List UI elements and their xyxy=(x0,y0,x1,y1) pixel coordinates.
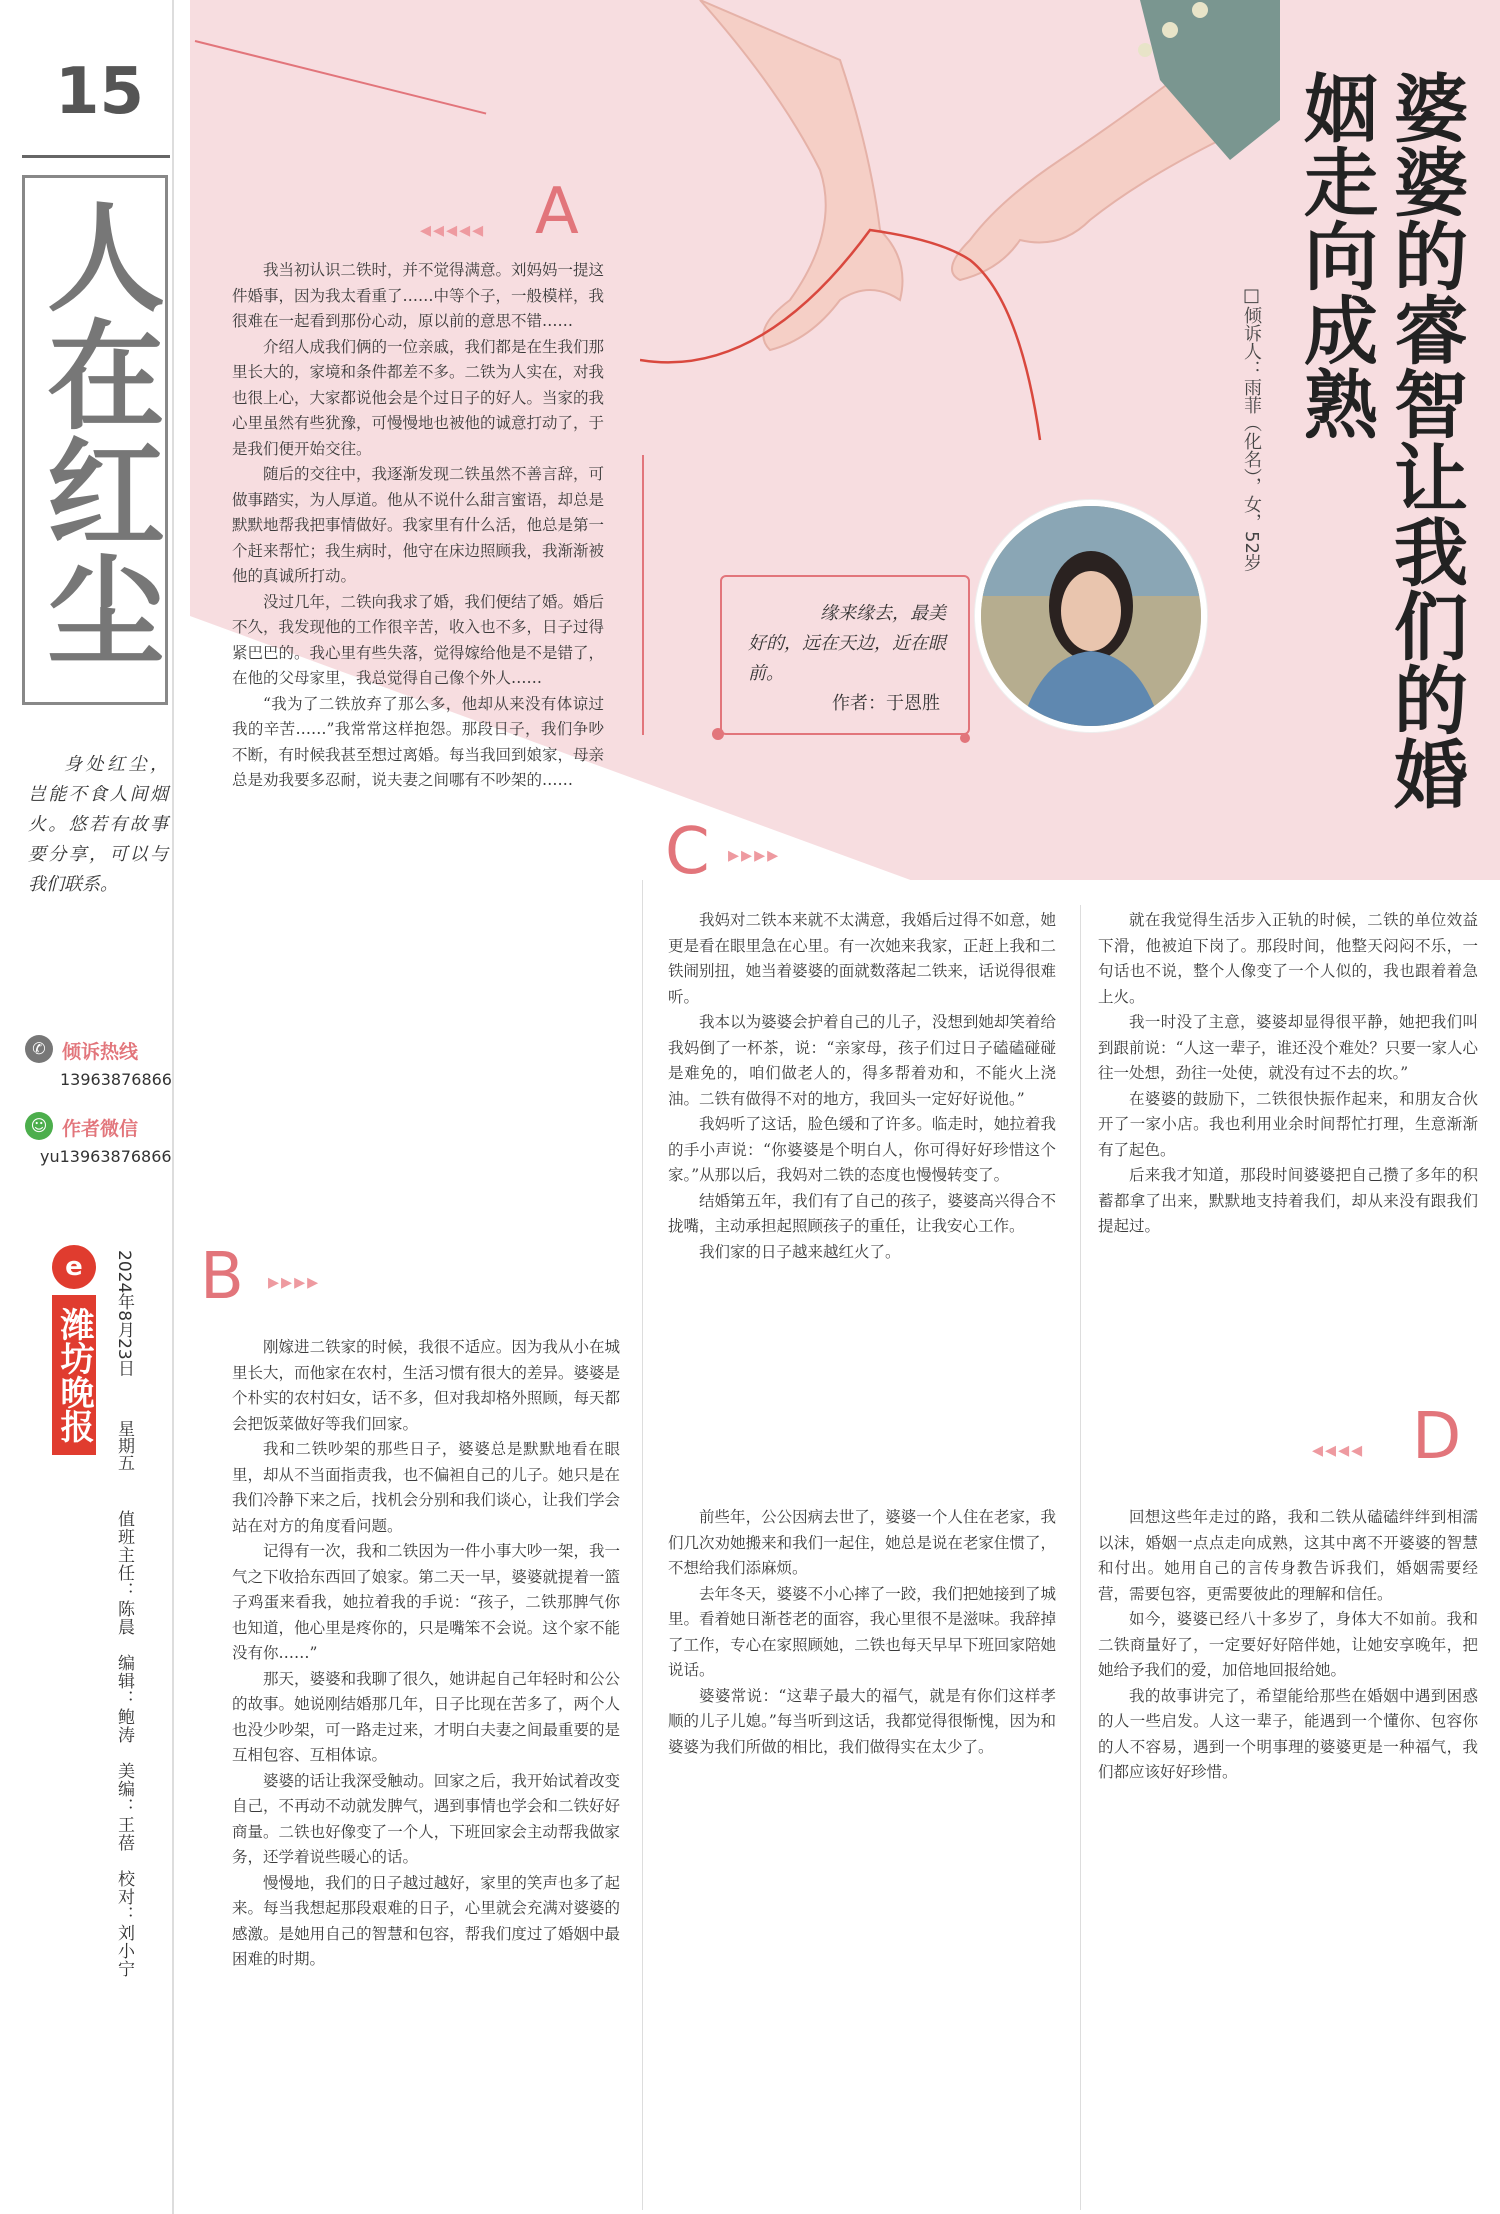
section-c-paragraph: 就在我觉得生活步入正轨的时候，二铁的单位效益下滑，他被迫下岗了。那段时间，他整天闷闷不乐，一句话也不说，整个人像变了一个人似的，我也跟着着急上火。 xyxy=(1098,911,1478,1006)
column-divider-red xyxy=(642,455,644,735)
paper-name: 潍坊晚报 xyxy=(52,1295,96,1455)
author-photo xyxy=(975,500,1207,732)
section-c-paragraph: 我妈听了这话，脸色缓和了许多。临走时，她拉着我的手小声说：“你婆婆是个明白人，你可得好好珍惜这个家。”从那以后，我妈对二铁的态度也慢慢转变了。 xyxy=(668,1115,1056,1184)
issue-weekday: 星期五 xyxy=(114,1420,134,1471)
section-title: 人在红尘 xyxy=(27,196,165,668)
wechat-icon: ☺ xyxy=(25,1112,53,1140)
top-rule xyxy=(22,155,170,158)
section-b-paragraph: 婆婆的话让我深受触动。回家之后，我开始试着改变自己，不再动不动就发脾气，遇到事情也学会和二铁好好商量。二铁也好像变了一个人，下班回家会主动帮我做家务，还学着说些暖心的话。 xyxy=(232,1771,620,1866)
issue-date: 2024年8月23日 xyxy=(114,1250,134,1377)
quote-dot-left xyxy=(712,728,724,740)
section-d-paragraph: 回想这些年走过的路，我和二铁从磕磕绊绊到相濡以沫，婚姻一点点走向成熟，这其中离不开婆婆的智慧和付出。她用自己的言传身教告诉我们，婚姻需要经营，需要包容，更需要彼此的理解和信任。 xyxy=(1098,1508,1478,1603)
section-title-box xyxy=(22,175,168,705)
section-d-paragraph: 去年冬天，婆婆不小心摔了一跤，我们把她接到了城里。看着她日渐苍老的面容，我心里很不是滋味。我辞掉了工作，专心在家照顾她，二铁也每天早早下班回家陪她说话。 xyxy=(668,1584,1056,1679)
column-divider-right xyxy=(1080,905,1081,2210)
section-d-paragraph: 我的故事讲完了，希望能给那些在婚姻中遇到困惑的人一些启发。人这一辈子，能遇到一个懂你、包容你的人不容易，遇到一个明事理的婆婆更是一种福气，我们都应该好好珍惜。 xyxy=(1098,1686,1478,1781)
wechat-label: 作者微信 xyxy=(62,1118,139,1140)
section-a-arrows: ◂◂◂◂◂ xyxy=(420,218,486,243)
pinky-promise-illustration xyxy=(640,0,1280,460)
section-c-paragraph: 后来我才知道，那段时间婆婆把自己攒了多年的积蓄都拿了出来，默默地支持着我们，却从来没有跟我们提起过。 xyxy=(1098,1166,1478,1235)
section-c-paragraph: 我本以为婆婆会护着自己的儿子，没想到她却笑着给我妈倒了一杯茶，说：“亲家母，孩子们过日子磕磕碰碰是难免的，咱们做老人的，得多帮着劝和，不能火上浇油。二铁有做得不对的地方，我回头一定好好说他。” xyxy=(668,1013,1056,1108)
editorial-credits: 值班主任：陈晨 编辑：鲍涛 美编：王蓓 校对：刘小宁 xyxy=(114,1510,134,1978)
section-c-arrows: ▸▸▸▸ xyxy=(728,843,781,868)
quote-box xyxy=(720,575,970,735)
section-a-paragraph: 介绍人成我们俩的一位亲戚，我们都是在生我们那里长大的，家境和条件都差不多。二铁为人实在，对我也很上心，大家都说他会是个过日子的好人。当家的我心里虽然有些犹豫，可慢慢地也被他的诚意打动了，于是我们便开始交往。 xyxy=(232,337,605,458)
section-b-paragraph: 刚嫁进二铁家的时候，我很不适应。因为我从小在城里长大，而他家在农村，生活习惯有很大的差异。婆婆是个朴实的农村妇女，话不多，但对我却格外照顾，每天都会把饭菜做好等我们回家。 xyxy=(232,1338,620,1433)
section-d-paragraph: 婆婆常说：“这辈子最大的福气，就是有你们这样孝顺的儿子儿媳。”每当听到这话，我都觉得很惭愧，因为和婆婆为我们所做的相比，我们做得实在太少了。 xyxy=(668,1686,1056,1756)
section-d-paragraph: 如今，婆婆已经八十多岁了，身体大不如前。我和二铁商量好了，一定要好好陪伴她，让她安享晚年，把她给予我们的爱，加倍地回报给她。 xyxy=(1098,1610,1478,1679)
section-a-letter: A xyxy=(535,175,579,249)
section-c-paragraph: 我妈对二铁本来就不太满意，我婚后过得不如意，她更是看在眼里急在心里。有一次她来我家，正赶上我和二铁闹别扭，她当着婆婆的面就数落起二铁来，话说得很难听。 xyxy=(668,911,1056,1006)
column-divider-gray xyxy=(642,880,643,2210)
section-d-paragraph: 前些年，公公因病去世了，婆婆一个人住在老家，我们几次劝她搬来和我们一起住，她总是说在老家住惯了，不想给我们添麻烦。 xyxy=(668,1508,1056,1577)
section-c-text-right xyxy=(1098,908,1478,1240)
quote-author: 作者：于恩胜 xyxy=(832,693,940,714)
section-a-paragraph: 我当初认识二铁时，并不觉得满意。刘妈妈一提这件婚事，因为我太看重了……中等个子，一般模样，我很难在一起看到那份心动，原以前的意思不错…… xyxy=(232,261,605,330)
section-a-paragraph: 没过几年，二铁向我求了婚，我们便结了婚。婚后不久，我发现他的工作很辛苦，收入也不多，日子过得紧巴巴的。我心里有些失落，觉得嫁给他是不是错了，在他的父母家里，我总觉得自己像个外人…… xyxy=(232,592,605,687)
left-divider xyxy=(172,0,174,2214)
section-d-text-right xyxy=(1098,1505,1478,1786)
section-b-paragraph: 那天，婆婆和我聊了很久，她讲起自己年轻时和公公的故事。她说刚结婚那几年，日子比现在苦多了，两个人也没少吵架，可一路走过来，才明白夫妻之间最重要的是互相包容、互相体谅。 xyxy=(232,1669,620,1764)
section-intro: 身处红尘，岂能不食人间烟火。悠若有故事要分享，可以与我们联系。 xyxy=(28,754,168,895)
hotline-number: 13963876866 xyxy=(60,1070,172,1089)
quote-text: 缘来缘去，最美好的，远在天边，近在眼前。 xyxy=(748,603,946,684)
section-b-paragraph: 记得有一次，我和二铁因为一件小事大吵一架，我一气之下收拾东西回了娘家。第二天一早，婆婆就提着一篮子鸡蛋来看我，她拉着我的手说：“孩子，二铁那脾气你也知道，他心里是疼你的，只是嘴笨不会说。这个家不能没有你……” xyxy=(232,1542,620,1662)
section-a-paragraph: “我为了二铁放弃了那么多，他却从来没有体谅过我的辛苦……”我常常这样抱怨。那段日子，我们争吵不断，有时候我甚至想过离婚。每当我回到娘家，母亲总是劝我要多忍耐，说夫妻之间哪有不吵架的…… xyxy=(232,694,605,789)
section-c-paragraph: 结婚第五年，我们有了自己的孩子，婆婆高兴得合不拢嘴，主动承担起照顾孩子的重任，让我安心工作。 xyxy=(668,1191,1056,1235)
section-c-paragraph: 我一时没了主意，婆婆却显得很平静，她把我们叫到跟前说：“人这一辈子，谁还没个难处？只要一家人心往一处想，劲往一处使，就没有过不去的坎。” xyxy=(1098,1013,1478,1082)
article-title: 婆婆的睿智让我们的婚姻走向成熟 xyxy=(1292,70,1468,810)
section-c-paragraph: 我们家的日子越来越红火了。 xyxy=(699,1242,901,1261)
quote-dot-right xyxy=(960,733,970,743)
wechat-id: yu13963876866 xyxy=(40,1147,172,1166)
section-b-letter: B xyxy=(200,1240,244,1314)
section-b-text xyxy=(232,1335,620,1973)
section-d-text-left xyxy=(668,1505,1056,1760)
section-d-arrows: ◂◂◂◂ xyxy=(1312,1438,1365,1463)
paper-logo-icon: e xyxy=(52,1245,96,1289)
section-d-letter: D xyxy=(1412,1400,1462,1474)
section-c-letter: C xyxy=(665,815,710,889)
section-c-text-left xyxy=(668,908,1056,1265)
section-b-paragraph: 我和二铁吵架的那些日子，婆婆总是默默地看在眼里，却从不当面指责我，也不偏袒自己的儿子。她只是在我们冷静下来之后，找机会分别和我们谈心，让我们学会站在对方的角度看问题。 xyxy=(232,1440,620,1535)
section-a-text xyxy=(232,258,604,794)
narrator-credit: □倾诉人：雨菲（化名），女，52岁 xyxy=(1241,285,1262,572)
section-c-paragraph: 在婆婆的鼓励下，二铁很快振作起来，和朋友合伙开了一家小店。我也利用业余时间帮忙打理，生意渐渐有了起色。 xyxy=(1098,1089,1478,1159)
hotline-label: 倾诉热线 xyxy=(62,1041,139,1063)
section-b-paragraph: 慢慢地，我们的日子越过越好，家里的笑声也多了起来。每当我想起那段艰难的日子，心里就会充满对婆婆的感激。是她用自己的智慧和包容，帮我们度过了婚姻中最困难的时期。 xyxy=(232,1873,620,1968)
page-number: 15 xyxy=(55,55,145,129)
section-a-paragraph: 随后的交往中，我逐渐发现二铁虽然不善言辞，可做事踏实，为人厚道。他从不说什么甜言蜜语，却总是默默地帮我把事情做好。我家里有什么活，他总是第一个赶来帮忙；我生病时，他守在床边照顾我，我渐渐被他的真诚所打动。 xyxy=(232,465,605,585)
section-b-arrows: ▸▸▸▸ xyxy=(268,1270,321,1295)
hotline-icon: ✆ xyxy=(25,1035,53,1063)
